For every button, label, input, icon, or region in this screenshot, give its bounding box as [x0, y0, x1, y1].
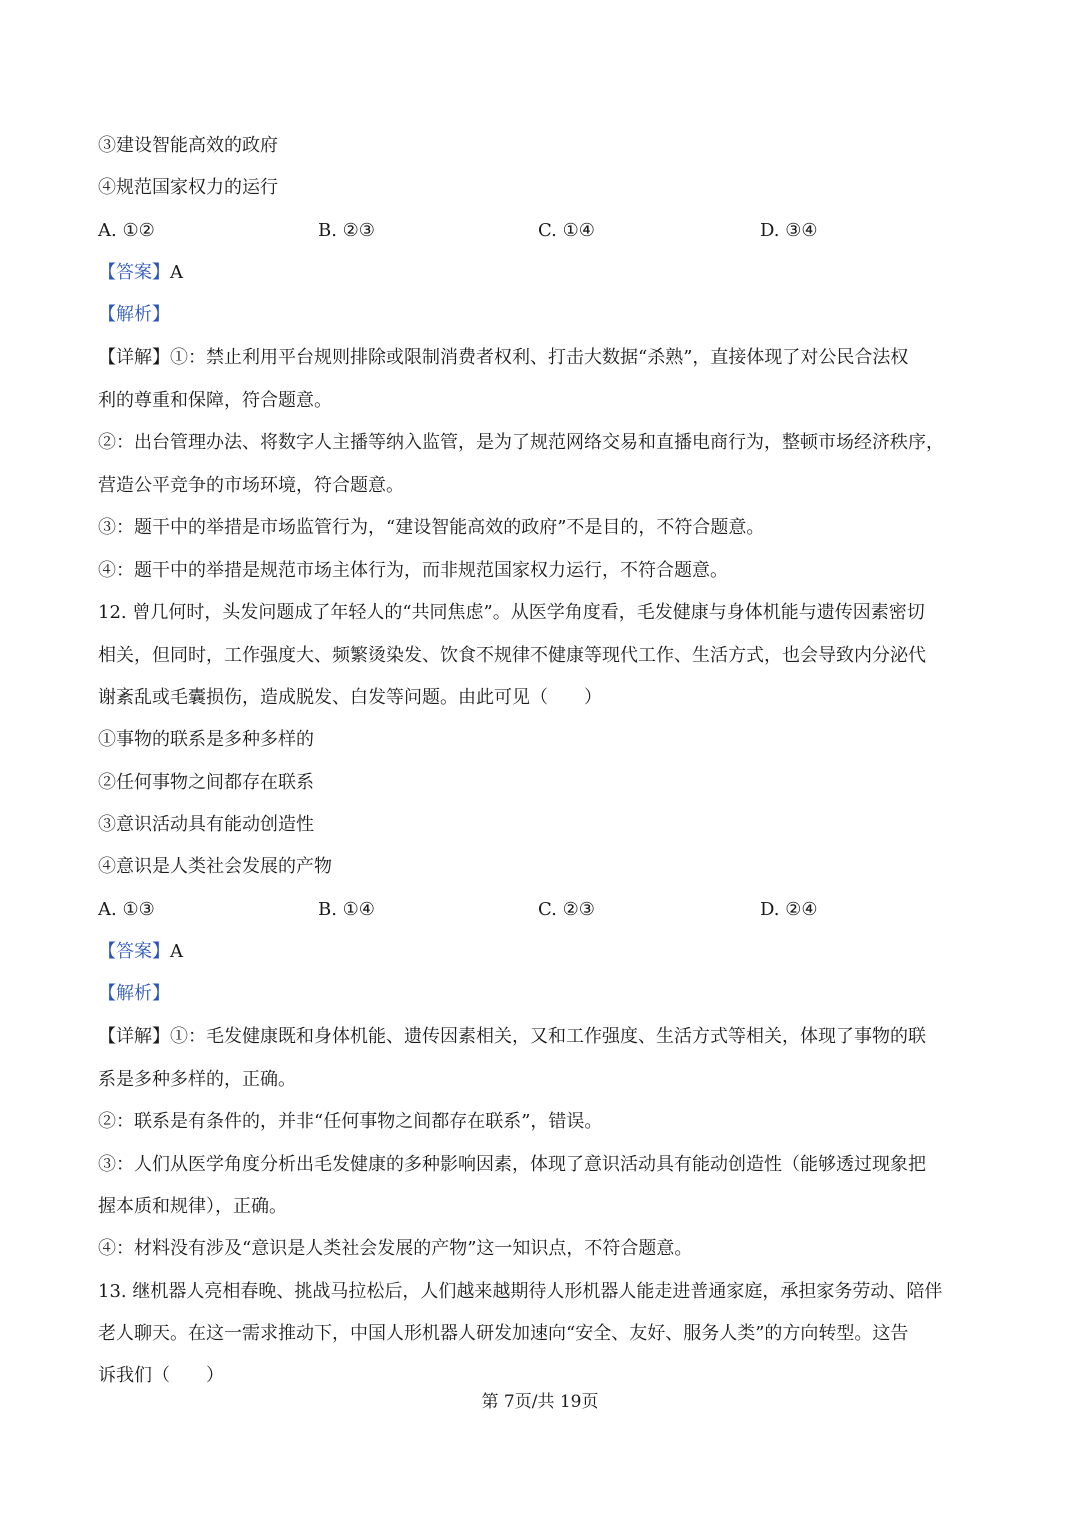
- q12-item-3: ③意识活动具有能动创造性: [98, 814, 314, 835]
- q12-detail-line-5: 握本质和规律），正确。: [98, 1196, 287, 1217]
- q12-detail-line-1: [98, 1022, 988, 1052]
- detail-label: 【详解】: [98, 1026, 170, 1047]
- q12-detail-line-6: ④：材料没有涉及“意识是人类社会发展的产物”这一知识点，不符合题意。: [98, 1238, 693, 1259]
- q12-detail-line-2: 系是多种多样的，正确。: [98, 1069, 296, 1090]
- q13-stem-line-1: 13. 继机器人亮相春晚、挑战马拉松后，人们越来越期待人形机器人能走进普通家庭，承担家务劳动、陪伴: [98, 1281, 943, 1302]
- answer-label: 【答案】: [98, 941, 170, 962]
- detail-text: ①：毛发健康既和身体机能、遗传因素相关，又和工作强度、生活方式等相关，体现了事物的联: [170, 1026, 926, 1047]
- q12-stem-line-3: 谢紊乱或毛囊损伤，造成脱发、白发等问题。由此可见（ ）: [98, 687, 602, 708]
- q11-analysis-label: 【解析】: [98, 304, 170, 325]
- q13-stem-line-3: 诉我们（ ）: [98, 1365, 224, 1386]
- q11-answer: [98, 258, 988, 288]
- q12-option-d: D. ②④: [760, 899, 818, 920]
- q12-analysis-label: 【解析】: [98, 983, 170, 1004]
- q12-item-4: ④意识是人类社会发展的产物: [98, 856, 332, 877]
- q11-detail-line-3: ②：出台管理办法、将数字人主播等纳入监管，是为了规范网络交易和直播电商行为，整顿市场经济秩序，: [98, 432, 944, 453]
- page-number: 第 7页/共 19页: [481, 1392, 599, 1412]
- q11-option-b: B. ②③: [318, 220, 375, 241]
- q12-stem-line-2: 相关，但同时，工作强度大、频繁烫染发、饮食不规律不健康等现代工作、生活方式，也会导致内分泌代: [98, 645, 926, 666]
- q12-item-2: ②任何事物之间都存在联系: [98, 772, 314, 793]
- q11-detail-line-6: ④：题干中的举措是规范市场主体行为，而非规范国家权力运行，不符合题意。: [98, 560, 728, 581]
- q12-answer: [98, 937, 988, 967]
- q12-stem-line-1: 12. 曾几何时，头发问题成了年轻人的“共同焦虑”。从医学角度看，毛发健康与身体机能与遗传因素密切: [98, 602, 925, 623]
- q11-item-3: ③建设智能高效的政府: [98, 135, 278, 156]
- q12-option-a: A. ①③: [98, 899, 155, 920]
- q11-detail-line-4: 营造公平竞争的市场环境，符合题意。: [98, 475, 404, 496]
- q12-detail-line-4: ③：人们从医学角度分析出毛发健康的多种影响因素，体现了意识活动具有能动创造性（能够透过现象把: [98, 1154, 926, 1175]
- q12-option-b: B. ①④: [318, 899, 375, 920]
- q11-detail-line-5: ③：题干中的举措是市场监管行为，“建设智能高效的政府”不是目的，不符合题意。: [98, 517, 765, 538]
- q12-option-c: C. ②③: [538, 899, 595, 920]
- q11-option-a: A. ①②: [98, 220, 155, 241]
- q12-item-1: ①事物的联系是多种多样的: [98, 729, 314, 750]
- detail-text: ①：禁止利用平台规则排除或限制消费者权利、打击大数据“杀熟”，直接体现了对公民合法权: [170, 347, 909, 368]
- answer-value: A: [170, 262, 183, 283]
- q11-option-c: C. ①④: [538, 220, 595, 241]
- answer-value: A: [170, 941, 183, 962]
- q11-detail-line-2: 利的尊重和保障，符合题意。: [98, 390, 332, 411]
- q11-detail-line-1: [98, 343, 988, 373]
- detail-label: 【详解】: [98, 347, 170, 368]
- answer-label: 【答案】: [98, 262, 170, 283]
- q11-item-4: ④规范国家权力的运行: [98, 177, 278, 198]
- q12-detail-line-3: ②：联系是有条件的，并非“任何事物之间都存在联系”，错误。: [98, 1111, 603, 1132]
- q13-stem-line-2: 老人聊天。在这一需求推动下，中国人形机器人研发加速向“安全、友好、服务人类”的方向转型。这告: [98, 1323, 909, 1344]
- q11-option-d: D. ③④: [760, 220, 818, 241]
